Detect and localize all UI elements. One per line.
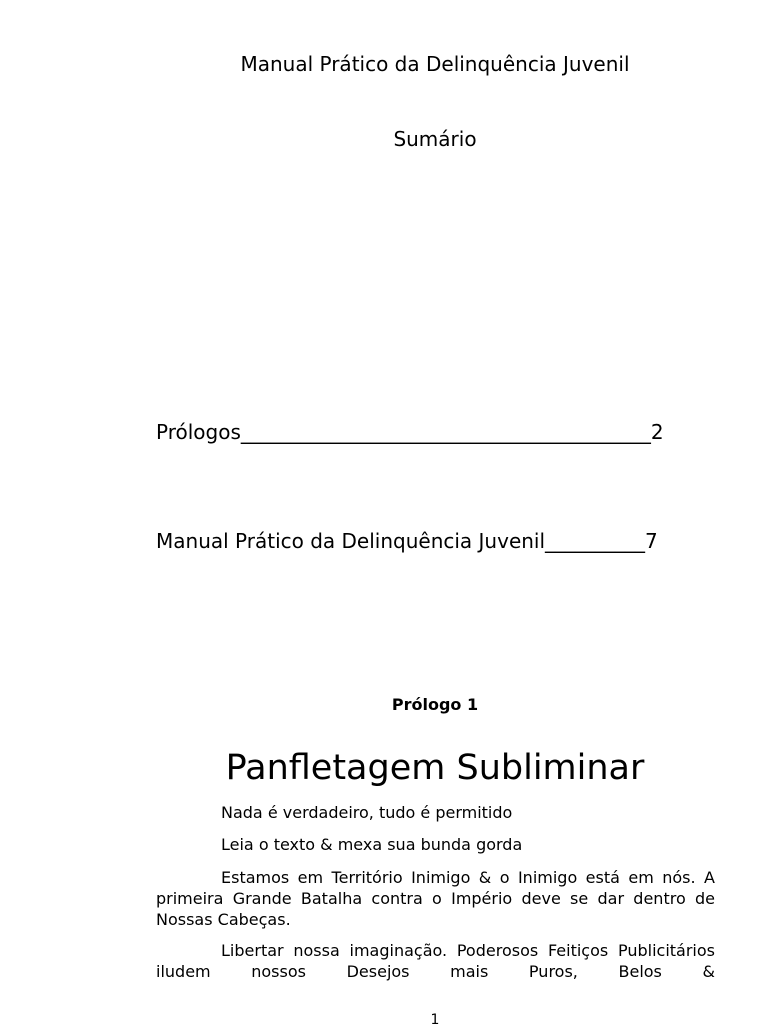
page-number: 1 [430, 1012, 440, 1028]
paragraph-1: Nada é verdadeiro, tudo é permitido [221, 803, 513, 822]
toc-entry-manual: Manual Prático da Delinquência Juvenil__________7 [156, 529, 658, 553]
paragraph-3: Estamos em Território Inimigo & o Inimigo está em nós. A primeira Grande Batalha contra o Império deve se dar dentro de Nossas Cabeças. [156, 868, 715, 929]
section-title: Panfletagem Subliminar [225, 748, 645, 788]
toc-entry-prologos: Prólogos_________________________________________2 [156, 420, 664, 444]
document-title: Manual Prático da Delinquência Juvenil [240, 52, 630, 76]
paragraph-2: Leia o texto & mexa sua bunda gorda [221, 835, 523, 854]
paragraph-4: Libertar nossa imaginação. Poderosos Feitiços Publicitários iludem nossos Desejos mais Puros, Belos & [156, 941, 715, 981]
prologue-label: Prólogo 1 [391, 695, 479, 714]
toc-heading: Sumário [393, 127, 477, 151]
